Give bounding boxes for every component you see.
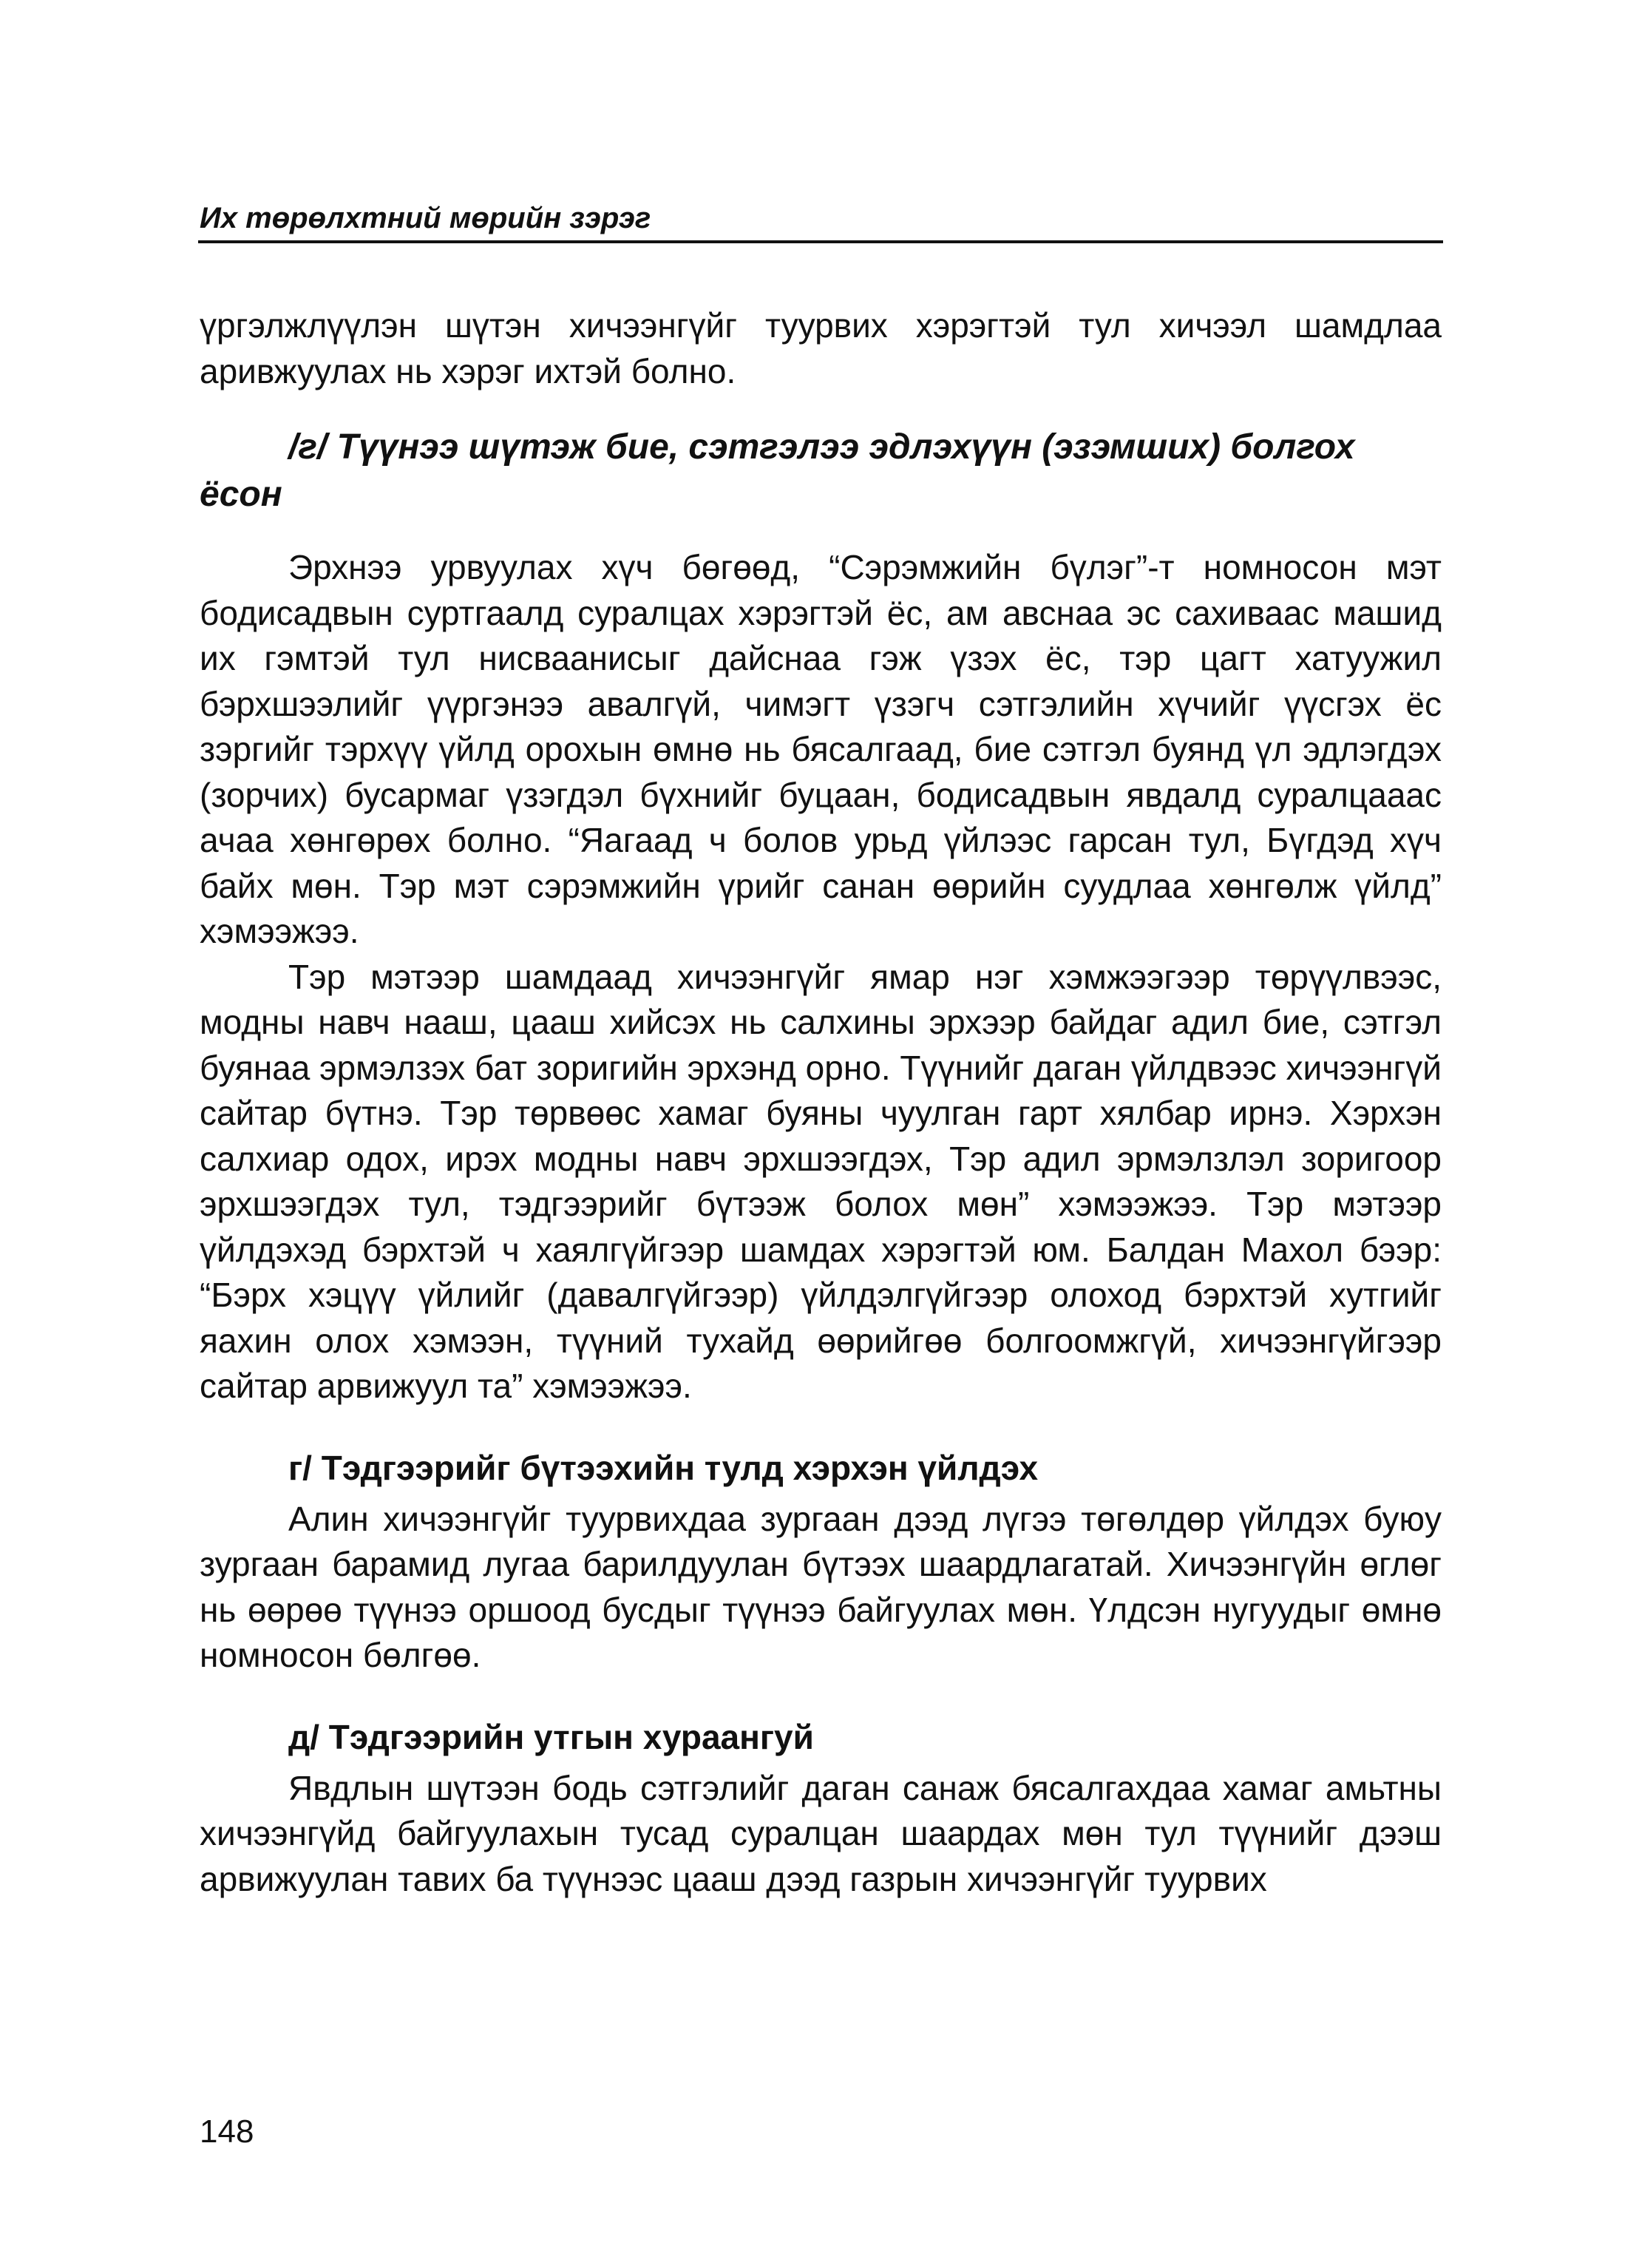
section-heading-g-italic: /г/ Түүнээ шүтэж бие, сэтгэлээ эдлэхүүн (эзэмших) болгох ёсон bbox=[200, 427, 1355, 514]
paragraph-4: Явдлын шүтээн бодь сэтгэлийг даган санаж бясалгахдаа хамаг амьтны хичээнгүйд байгуулахын тусад суралцан шаардах мөн тул түүнийг дээш арвижуулан тавих ба түүнээс цааш дээд газрын хичээнгүйг туурвих bbox=[200, 1768, 1442, 1898]
header-divider bbox=[198, 240, 1443, 243]
paragraph-1: Эрхнээ урвуулах хүч бөгөөд, “Сэрэмжийн бүлэг”-т номносон мэт бодисадвын суртгаалд суралцах хэрэгтэй ёс, ам авснаа эс сахиваас машид их гэмтэй тул нисваанисыг дайснаа гэж үзэх ёс, тэр цагт хатуужил бэрхшээлийг үүргэнээ авалгүй, чимэгт үзэгч сэтгэлийн хүчийг үүсгэх ёс зэргийг тэрхүү үйлд орохын өмнө нь бясалгаад, бие сэтгэл буянд үл эдлэгдэх (зорчих) бусармаг үзэгдэл бүхнийг буцаан, бодисадвын явдалд суралцааас ачаа хөнгөрөх болно. “Яагаад ч болов урьд үйлээс гарсан тул, Бүгдэд хүч байх мөн. Тэр мэт сэрэмжийн үрийг санан өөрийн суудлаа хөнгөлж үйлд” хэмээжээ. bbox=[200, 548, 1442, 950]
paragraph-3: Алин хичээнгүйг туурвихдаа зургаан дээд лүгээ төгөлдөр үйлдэх буюу зургаан барамид лугаа барилдуулан бүтээх шаардлагатай. Хичээнгүйн өглөг нь өөрөө түүнээ оршоод бусдыг түүнээ байгуулах мөн. Үлдсэн нугуудыг өмнө номносон бөлгөө. bbox=[200, 1499, 1442, 1674]
section-heading-g: г/ Тэдгээрийг бүтээхийн тулд хэрхэн үйлдэх bbox=[288, 1448, 1039, 1487]
paragraph-2: Тэр мэтээр шамдаад хичээнгүйг ямар нэг хэмжээгээр төрүүлвээс, модны навч нааш, цааш хийсэх нь салхины эрхээр байдаг адил бие, сэтгэл буянаа эрмэлзэх бат зоригийн эрхэнд орно. Түүнийг даган үйлдвээс хичээнгүй сайтар бүтнэ. Тэр төрвөөс хамаг буяны чуулган гарт хялбар ирнэ. Хэрхэн салхиар одох, ирэх модны навч эрхшээгдэх, Тэр адил эрмэлзлэл зоригоор эрхшээгдэх тул, тэдгээрийг бүтээж болох мөн” хэмээжээ. Тэр мэтээр үйлдэхэд бэрхтэй ч хаялгүйгээр шамдах хэрэгтэй юм. Балдан Махол бээр: “Бэрх хэцүү үйлийг (давалгүйгээр) үйлдэлгүйгээр олоход бэрхтэй хутгийг яахин олох хэмээн, түүний тухайд өөрийгөө болгоомжгүй, хичээнгүйгээр сайтар арвижуул та” хэмээжээ. bbox=[200, 957, 1442, 1405]
page-number: 148 bbox=[200, 2113, 254, 2150]
paragraph-intro: үргэлжлүүлэн шүтэн хичээнгүйг туурвих хэрэгтэй тул хичээл шамдлаа аривжуулах нь хэрэг ихтэй болно. bbox=[200, 306, 1442, 390]
page-body bbox=[200, 303, 1442, 1902]
running-header-title: Их төрөлхтний мөрийн зэрэг bbox=[200, 202, 651, 234]
section-heading-d: д/ Тэдгээрийн утгын хураангуй bbox=[288, 1717, 814, 1756]
